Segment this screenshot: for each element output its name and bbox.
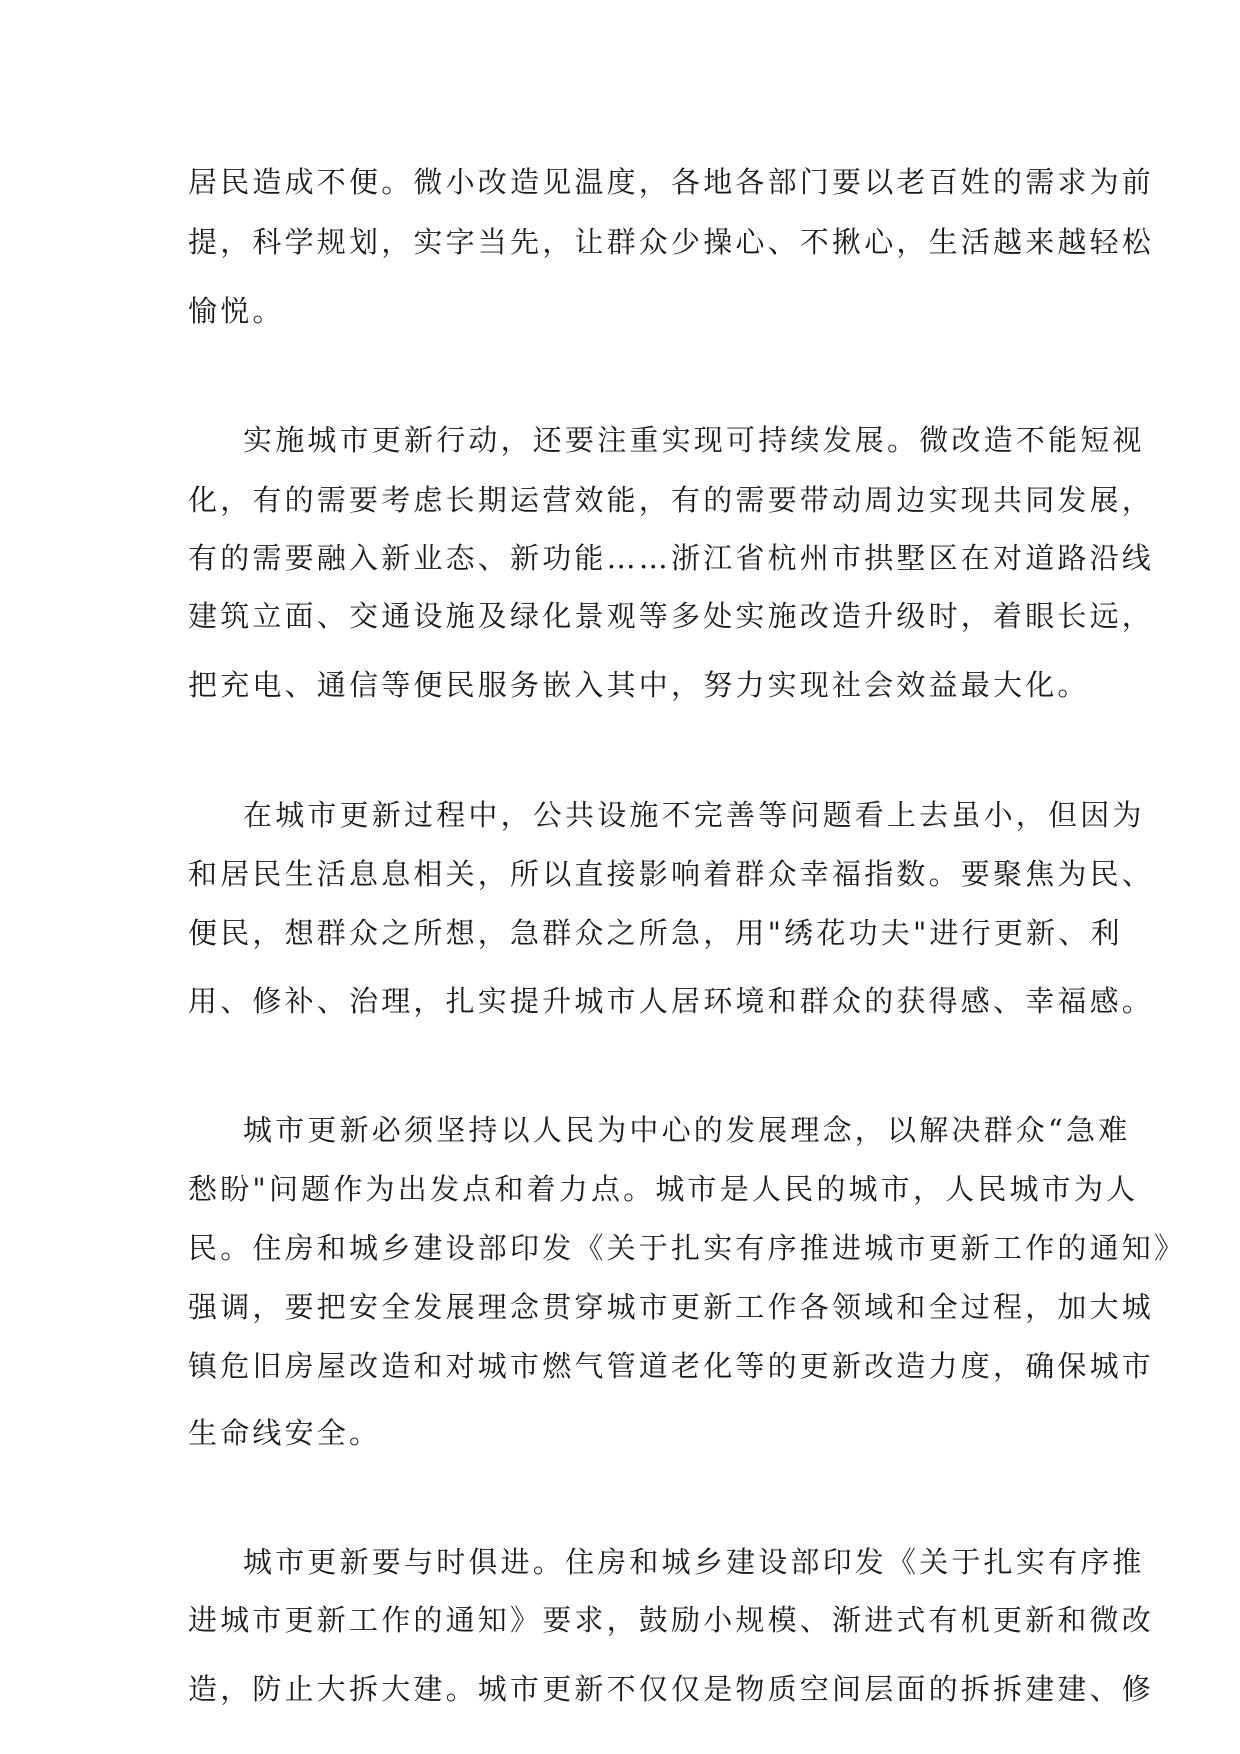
paragraph-3-line-2: 和居民生活息息相关，所以直接影响着群众幸福指数。要聚焦为民、	[188, 857, 1155, 891]
paragraph-5-line-2: 进城市更新工作的通知》要求，鼓励小规模、渐进式有机更新和微改	[188, 1603, 1155, 1637]
paragraph-4-line-1: 城市更新必须坚持以人民为中心的发展理念，以解决群众“急难	[243, 1113, 1131, 1147]
paragraph-2-line-1: 实施城市更新行动，还要注重实现可持续发展。微改造不能短视	[243, 423, 1145, 457]
paragraph-2-line-2: 化，有的需要考虑长期运营效能，有的需要带动周边实现共同发展，	[188, 483, 1155, 517]
paragraph-3-line-4: 用、修补、治理，扎实提升城市人居环境和群众的获得感、幸福感。	[188, 984, 1155, 1018]
paragraph-2-line-4: 建筑立面、交通设施及绿化景观等多处实施改造升级时，着眼长远，	[188, 599, 1155, 633]
paragraph-3-line-3: 便民，想群众之所想，急群众之所急，用"绣花功夫"进行更新、利	[188, 916, 1123, 950]
paragraph-4-line-2: 愁盼"问题作为出发点和着力点。城市是人民的城市，人民城市为人	[188, 1172, 1139, 1206]
paragraph-4-line-3: 民。住房和城乡建设部印发《关于扎实有序推进城市更新工作的通知》	[188, 1231, 1187, 1265]
paragraph-5-line-1: 城市更新要与时俱进。住房和城乡建设部印发《关于扎实有序推	[243, 1545, 1145, 1579]
paragraph-1-line-3: 愉悦。	[188, 294, 285, 328]
paragraph-2-line-5: 把充电、通信等便民服务嵌入其中，努力实现社会效益最大化。	[188, 668, 1090, 702]
paragraph-4-line-5: 镇危旧房屋改造和对城市燃气管道老化等的更新改造力度，确保城市	[188, 1349, 1155, 1383]
paragraph-1-line-1: 居民造成不便。微小改造见温度，各地各部门要以老百姓的需求为前	[188, 165, 1155, 199]
paragraph-2-line-3: 有的需要融入新业态、新功能……浙江省杭州市拱墅区在对道路沿线	[188, 541, 1155, 575]
paragraph-4-line-6: 生命线安全。	[188, 1416, 382, 1450]
paragraph-3-line-1: 在城市更新过程中，公共设施不完善等问题看上去虽小，但因为	[243, 798, 1145, 832]
paragraph-4-line-4: 强调，要把安全发展理念贯穿城市更新工作各领域和全过程，加大城	[188, 1290, 1155, 1324]
paragraph-5-line-3: 造，防止大拆大建。城市更新不仅仅是物质空间层面的拆拆建建、修	[188, 1672, 1155, 1706]
paragraph-1-line-2: 提，科学规划，实字当先，让群众少操心、不揪心，生活越来越轻松	[188, 225, 1155, 259]
